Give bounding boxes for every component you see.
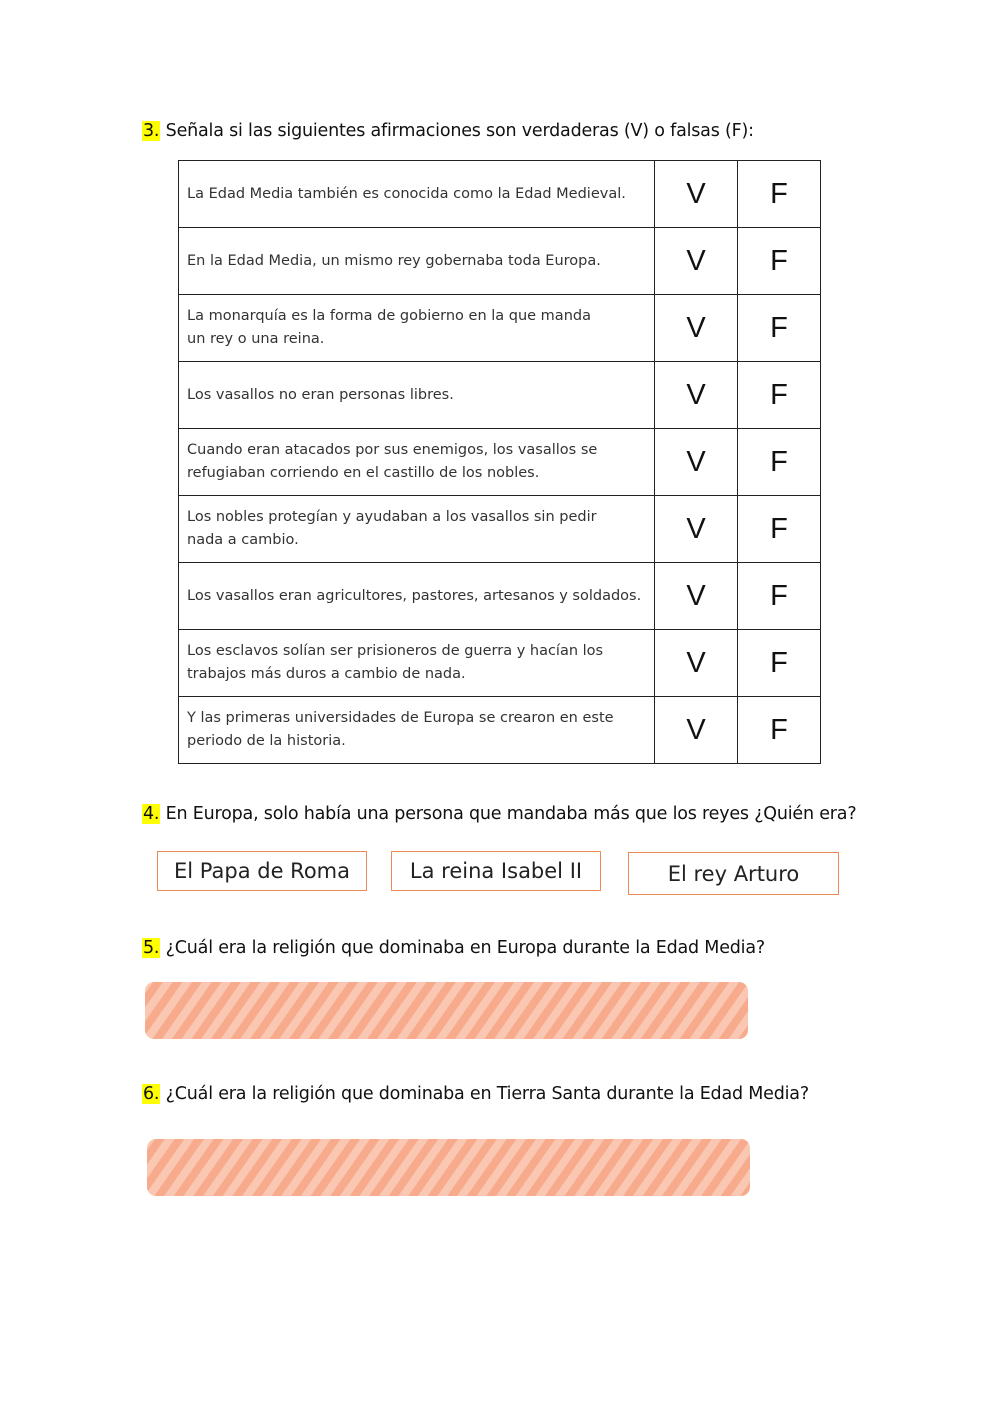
false-option[interactable]: F <box>738 161 821 228</box>
false-option[interactable]: F <box>738 429 821 496</box>
statement-line: La Edad Media también es conocida como la Edad Medieval. <box>187 185 626 202</box>
statement-line: periodo de la historia. <box>187 733 346 749</box>
question-6-number: 6. <box>143 1084 160 1104</box>
question-4-number: 4. <box>143 804 160 824</box>
option-papa-de-roma[interactable]: El Papa de Roma <box>157 851 367 891</box>
false-option[interactable]: F <box>738 496 821 563</box>
statement-line: nada a cambio. <box>187 532 299 548</box>
statement-text <box>179 161 655 228</box>
question-3-number: 3. <box>143 121 160 141</box>
statement-line: Los nobles protegían y ayudaban a los vasallos sin pedir <box>187 509 597 525</box>
statement-row <box>179 496 821 563</box>
question-6-text: ¿Cuál era la religión que dominaba en Tierra Santa durante la Edad Media? <box>165 1084 809 1104</box>
question-4-text: En Europa, solo había una persona que mandaba más que los reyes ¿Quién era? <box>165 804 857 824</box>
true-option[interactable]: V <box>655 697 738 764</box>
true-option[interactable]: V <box>655 362 738 429</box>
statement-text <box>179 496 655 563</box>
true-option[interactable]: V <box>655 496 738 563</box>
statement-text <box>179 228 655 295</box>
false-option[interactable]: F <box>738 295 821 362</box>
question-3-text: Señala si las siguientes afirmaciones son verdaderas (V) o falsas (F): <box>165 121 754 141</box>
statement-row <box>179 630 821 697</box>
statement-text <box>179 362 655 429</box>
question-4-heading <box>142 804 856 824</box>
statement-line: Los vasallos no eran personas libres. <box>187 386 454 403</box>
statement-line: trabajos más duros a cambio de nada. <box>187 666 466 682</box>
statement-text <box>179 697 655 764</box>
question-3-heading <box>142 121 754 141</box>
question-5-number: 5. <box>143 938 160 958</box>
statement-row <box>179 295 821 362</box>
statement-line: En la Edad Media, un mismo rey gobernaba toda Europa. <box>187 252 601 269</box>
true-option[interactable]: V <box>655 228 738 295</box>
statement-line: Y las primeras universidades de Europa se crearon en este <box>187 710 614 726</box>
statement-row <box>179 563 821 630</box>
false-option[interactable]: F <box>738 697 821 764</box>
statement-text <box>179 563 655 630</box>
statement-line: Cuando eran atacados por sus enemigos, los vasallos se <box>187 442 598 458</box>
option-reina-isabel[interactable]: La reina Isabel II <box>391 851 601 891</box>
answer-6-input[interactable] <box>147 1139 750 1196</box>
question-5-heading <box>142 938 765 958</box>
statement-text <box>179 630 655 697</box>
false-option[interactable]: F <box>738 362 821 429</box>
true-option[interactable]: V <box>655 295 738 362</box>
statement-line: La monarquía es la forma de gobierno en la que manda <box>187 308 591 324</box>
statement-text <box>179 295 655 362</box>
true-option[interactable]: V <box>655 161 738 228</box>
statement-row <box>179 697 821 764</box>
statement-line: Los esclavos solían ser prisioneros de guerra y hacían los <box>187 643 604 659</box>
false-option[interactable]: F <box>738 228 821 295</box>
statement-row <box>179 228 821 295</box>
true-option[interactable]: V <box>655 563 738 630</box>
false-option[interactable]: F <box>738 630 821 697</box>
statement-line: refugiaban corriendo en el castillo de los nobles. <box>187 465 540 481</box>
answer-5-input[interactable] <box>145 982 748 1039</box>
option-rey-arturo[interactable]: El rey Arturo <box>628 852 839 895</box>
statement-text <box>179 429 655 496</box>
statement-row <box>179 429 821 496</box>
statement-line: Los vasallos eran agricultores, pastores, artesanos y soldados. <box>187 587 642 604</box>
true-option[interactable]: V <box>655 630 738 697</box>
true-false-table <box>178 160 821 764</box>
true-option[interactable]: V <box>655 429 738 496</box>
question-6-heading <box>142 1084 809 1104</box>
statement-row <box>179 362 821 429</box>
question-5-text: ¿Cuál era la religión que dominaba en Europa durante la Edad Media? <box>165 938 765 958</box>
statement-row <box>179 161 821 228</box>
statement-line: un rey o una reina. <box>187 331 325 347</box>
false-option[interactable]: F <box>738 563 821 630</box>
